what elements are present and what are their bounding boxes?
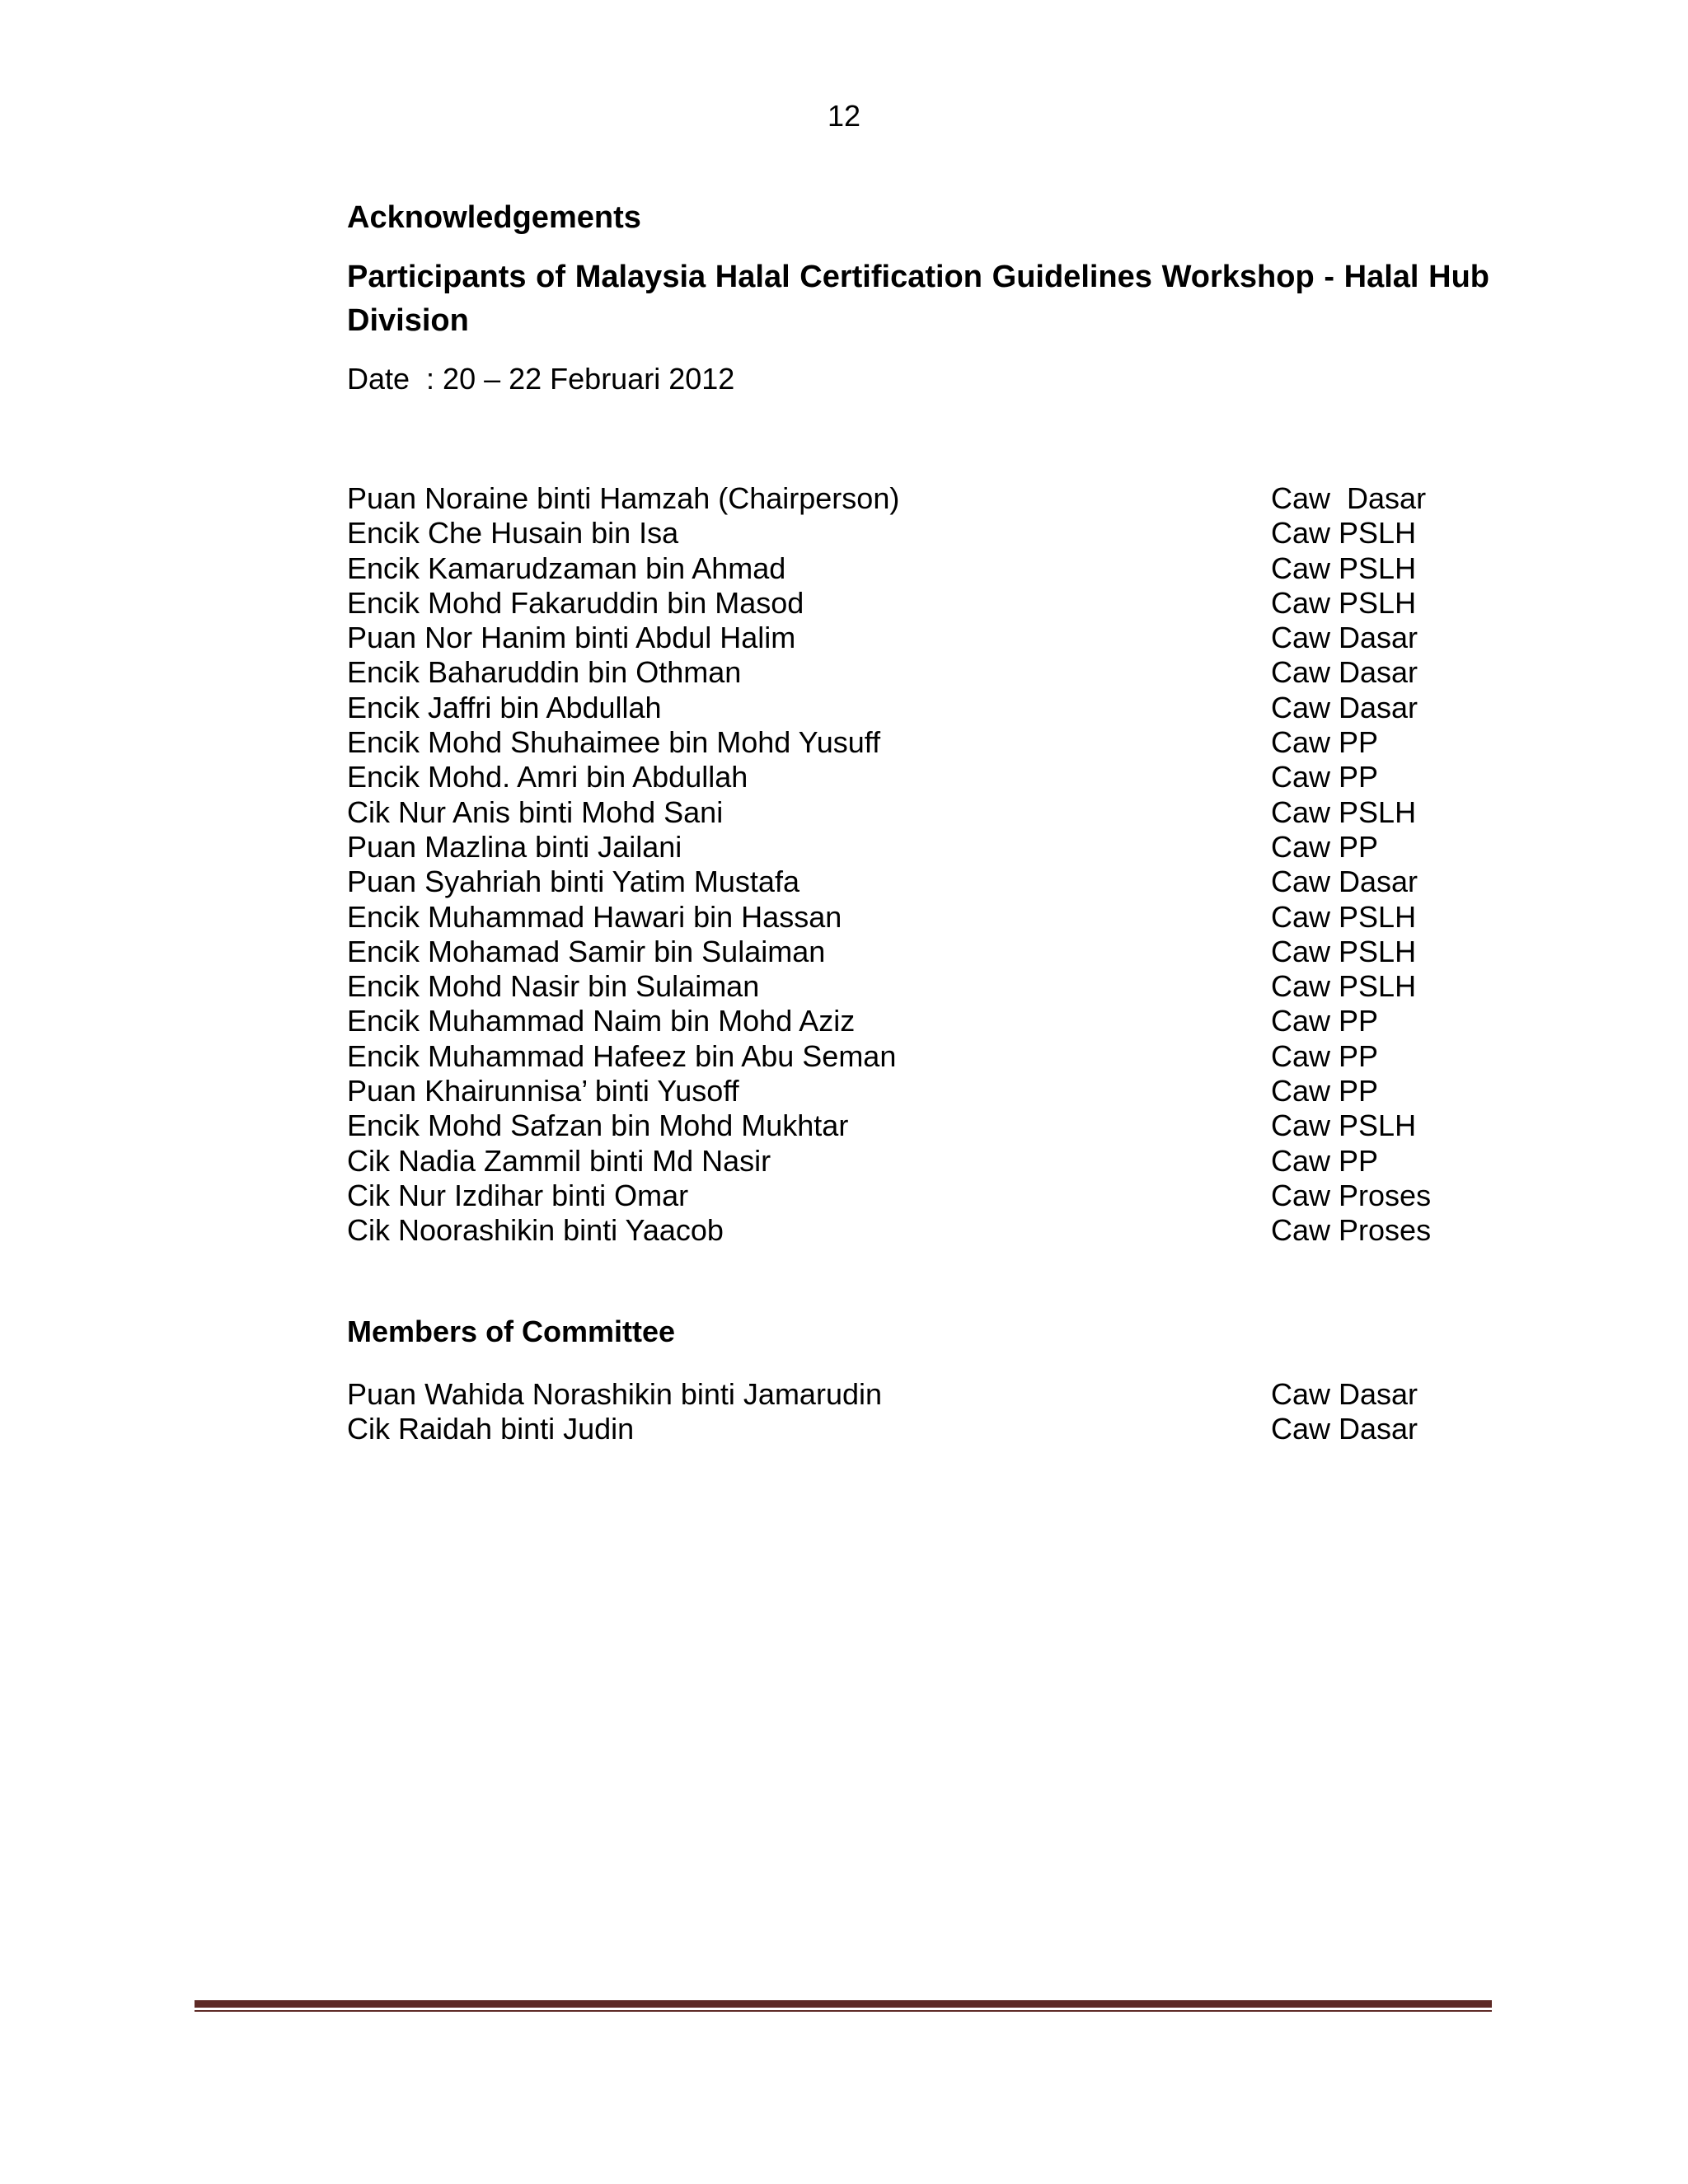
department-label: Caw Proses (1271, 1178, 1432, 1212)
person-name: Puan Khairunnisa’ binti Yusoff (347, 1074, 739, 1108)
list-item (347, 725, 1489, 760)
list-item (347, 481, 1489, 516)
person-name: Encik Che Husain bin Isa (347, 516, 679, 551)
list-item (347, 760, 1489, 794)
person-name: Puan Syahriah binti Yatim Mustafa (347, 865, 799, 899)
person-name: Encik Jaffri bin Abdullah (347, 690, 662, 724)
department-label: Caw PP (1271, 760, 1379, 794)
workshop-title: Participants of Malaysia Halal Certification Guidelines Workshop - Halal Hub Division (347, 260, 1489, 338)
list-item (347, 1213, 1489, 1248)
person-name: Encik Mohd Safzan bin Mohd Mukhtar (347, 1108, 849, 1143)
list-item (347, 969, 1489, 1004)
department-label: Caw Dasar (1271, 655, 1418, 690)
list-item (347, 1144, 1489, 1179)
list-item (347, 1039, 1489, 1074)
person-name: Encik Baharuddin bin Othman (347, 655, 742, 690)
person-name: Encik Mohd Nasir bin Sulaiman (347, 969, 760, 1004)
page-title: Acknowledgements (347, 200, 641, 235)
department-label: Caw PSLH (1271, 551, 1417, 585)
person-name: Encik Muhammad Hafeez bin Abu Seman (347, 1038, 897, 1073)
department-label: Caw PSLH (1271, 934, 1417, 968)
footer-divider (195, 2000, 1492, 2012)
department-label: Caw Proses (1271, 1213, 1432, 1248)
page-number: 12 (827, 99, 861, 133)
person-name: Puan Wahida Norashikin binti Jamarudin (347, 1376, 883, 1411)
list-item (347, 1179, 1489, 1213)
list-item (347, 1412, 1489, 1446)
list-item (347, 1377, 1489, 1412)
department-label: Caw PSLH (1271, 1108, 1417, 1143)
committee-list (347, 1377, 1489, 1447)
person-name: Puan Noraine binti Hamzah (Chairperson) (347, 481, 900, 515)
department-label: Caw Dasar (1271, 481, 1427, 515)
list-item (347, 691, 1489, 725)
department-label: Caw PP (1271, 1143, 1379, 1178)
person-name: Encik Muhammad Hawari bin Hassan (347, 899, 842, 934)
person-name: Puan Nor Hanim binti Abdul Halim (347, 621, 796, 655)
person-name: Encik Mohd Fakaruddin bin Masod (347, 585, 804, 620)
department-label: Caw Dasar (1271, 621, 1418, 655)
person-name: Cik Nadia Zammil binti Md Nasir (347, 1143, 771, 1178)
list-item (347, 935, 1489, 969)
person-name: Cik Raidah binti Judin (347, 1411, 635, 1446)
footer-divider-thin (195, 2010, 1492, 2012)
person-name: Cik Nur Izdihar binti Omar (347, 1178, 689, 1212)
list-item (347, 830, 1489, 865)
list-item (347, 1074, 1489, 1108)
person-name: Encik Mohamad Samir bin Sulaiman (347, 934, 826, 968)
department-label: Caw PP (1271, 1038, 1379, 1073)
department-label: Caw PSLH (1271, 794, 1417, 829)
footer-divider-thick (195, 2000, 1492, 2008)
department-label: Caw PP (1271, 1004, 1379, 1038)
department-label: Caw PSLH (1271, 969, 1417, 1004)
list-item (347, 655, 1489, 690)
person-name: Encik Mohd. Amri bin Abdullah (347, 760, 748, 794)
participants-list (347, 481, 1489, 1249)
department-label: Caw Dasar (1271, 1376, 1418, 1411)
department-label: Caw PP (1271, 829, 1379, 864)
list-item (347, 1004, 1489, 1038)
department-label: Caw Dasar (1271, 865, 1418, 899)
person-name: Cik Nur Anis binti Mohd Sani (347, 794, 724, 829)
list-item (347, 621, 1489, 655)
department-label: Caw PSLH (1271, 899, 1417, 934)
person-name: Encik Mohd Shuhaimee bin Mohd Yusuff (347, 725, 881, 760)
department-label: Caw Dasar (1271, 1411, 1418, 1446)
committee-title: Members of Committee (347, 1314, 676, 1348)
department-label: Caw Dasar (1271, 690, 1418, 724)
list-item (347, 865, 1489, 899)
person-name: Cik Noorashikin binti Yaacob (347, 1213, 724, 1248)
list-item (347, 586, 1489, 621)
list-item (347, 900, 1489, 935)
list-item (347, 551, 1489, 586)
department-label: Caw PSLH (1271, 516, 1417, 551)
department-label: Caw PSLH (1271, 585, 1417, 620)
list-item (347, 516, 1489, 551)
person-name: Puan Mazlina binti Jailani (347, 829, 682, 864)
acknowledgements-section (347, 196, 1489, 1446)
workshop-date: Date : 20 – 22 Februari 2012 (347, 362, 735, 396)
department-label: Caw PP (1271, 725, 1379, 760)
list-item (347, 795, 1489, 830)
department-label: Caw PP (1271, 1074, 1379, 1108)
person-name: Encik Muhammad Naim bin Mohd Aziz (347, 1004, 856, 1038)
person-name: Encik Kamarudzaman bin Ahmad (347, 551, 786, 585)
list-item (347, 1108, 1489, 1143)
